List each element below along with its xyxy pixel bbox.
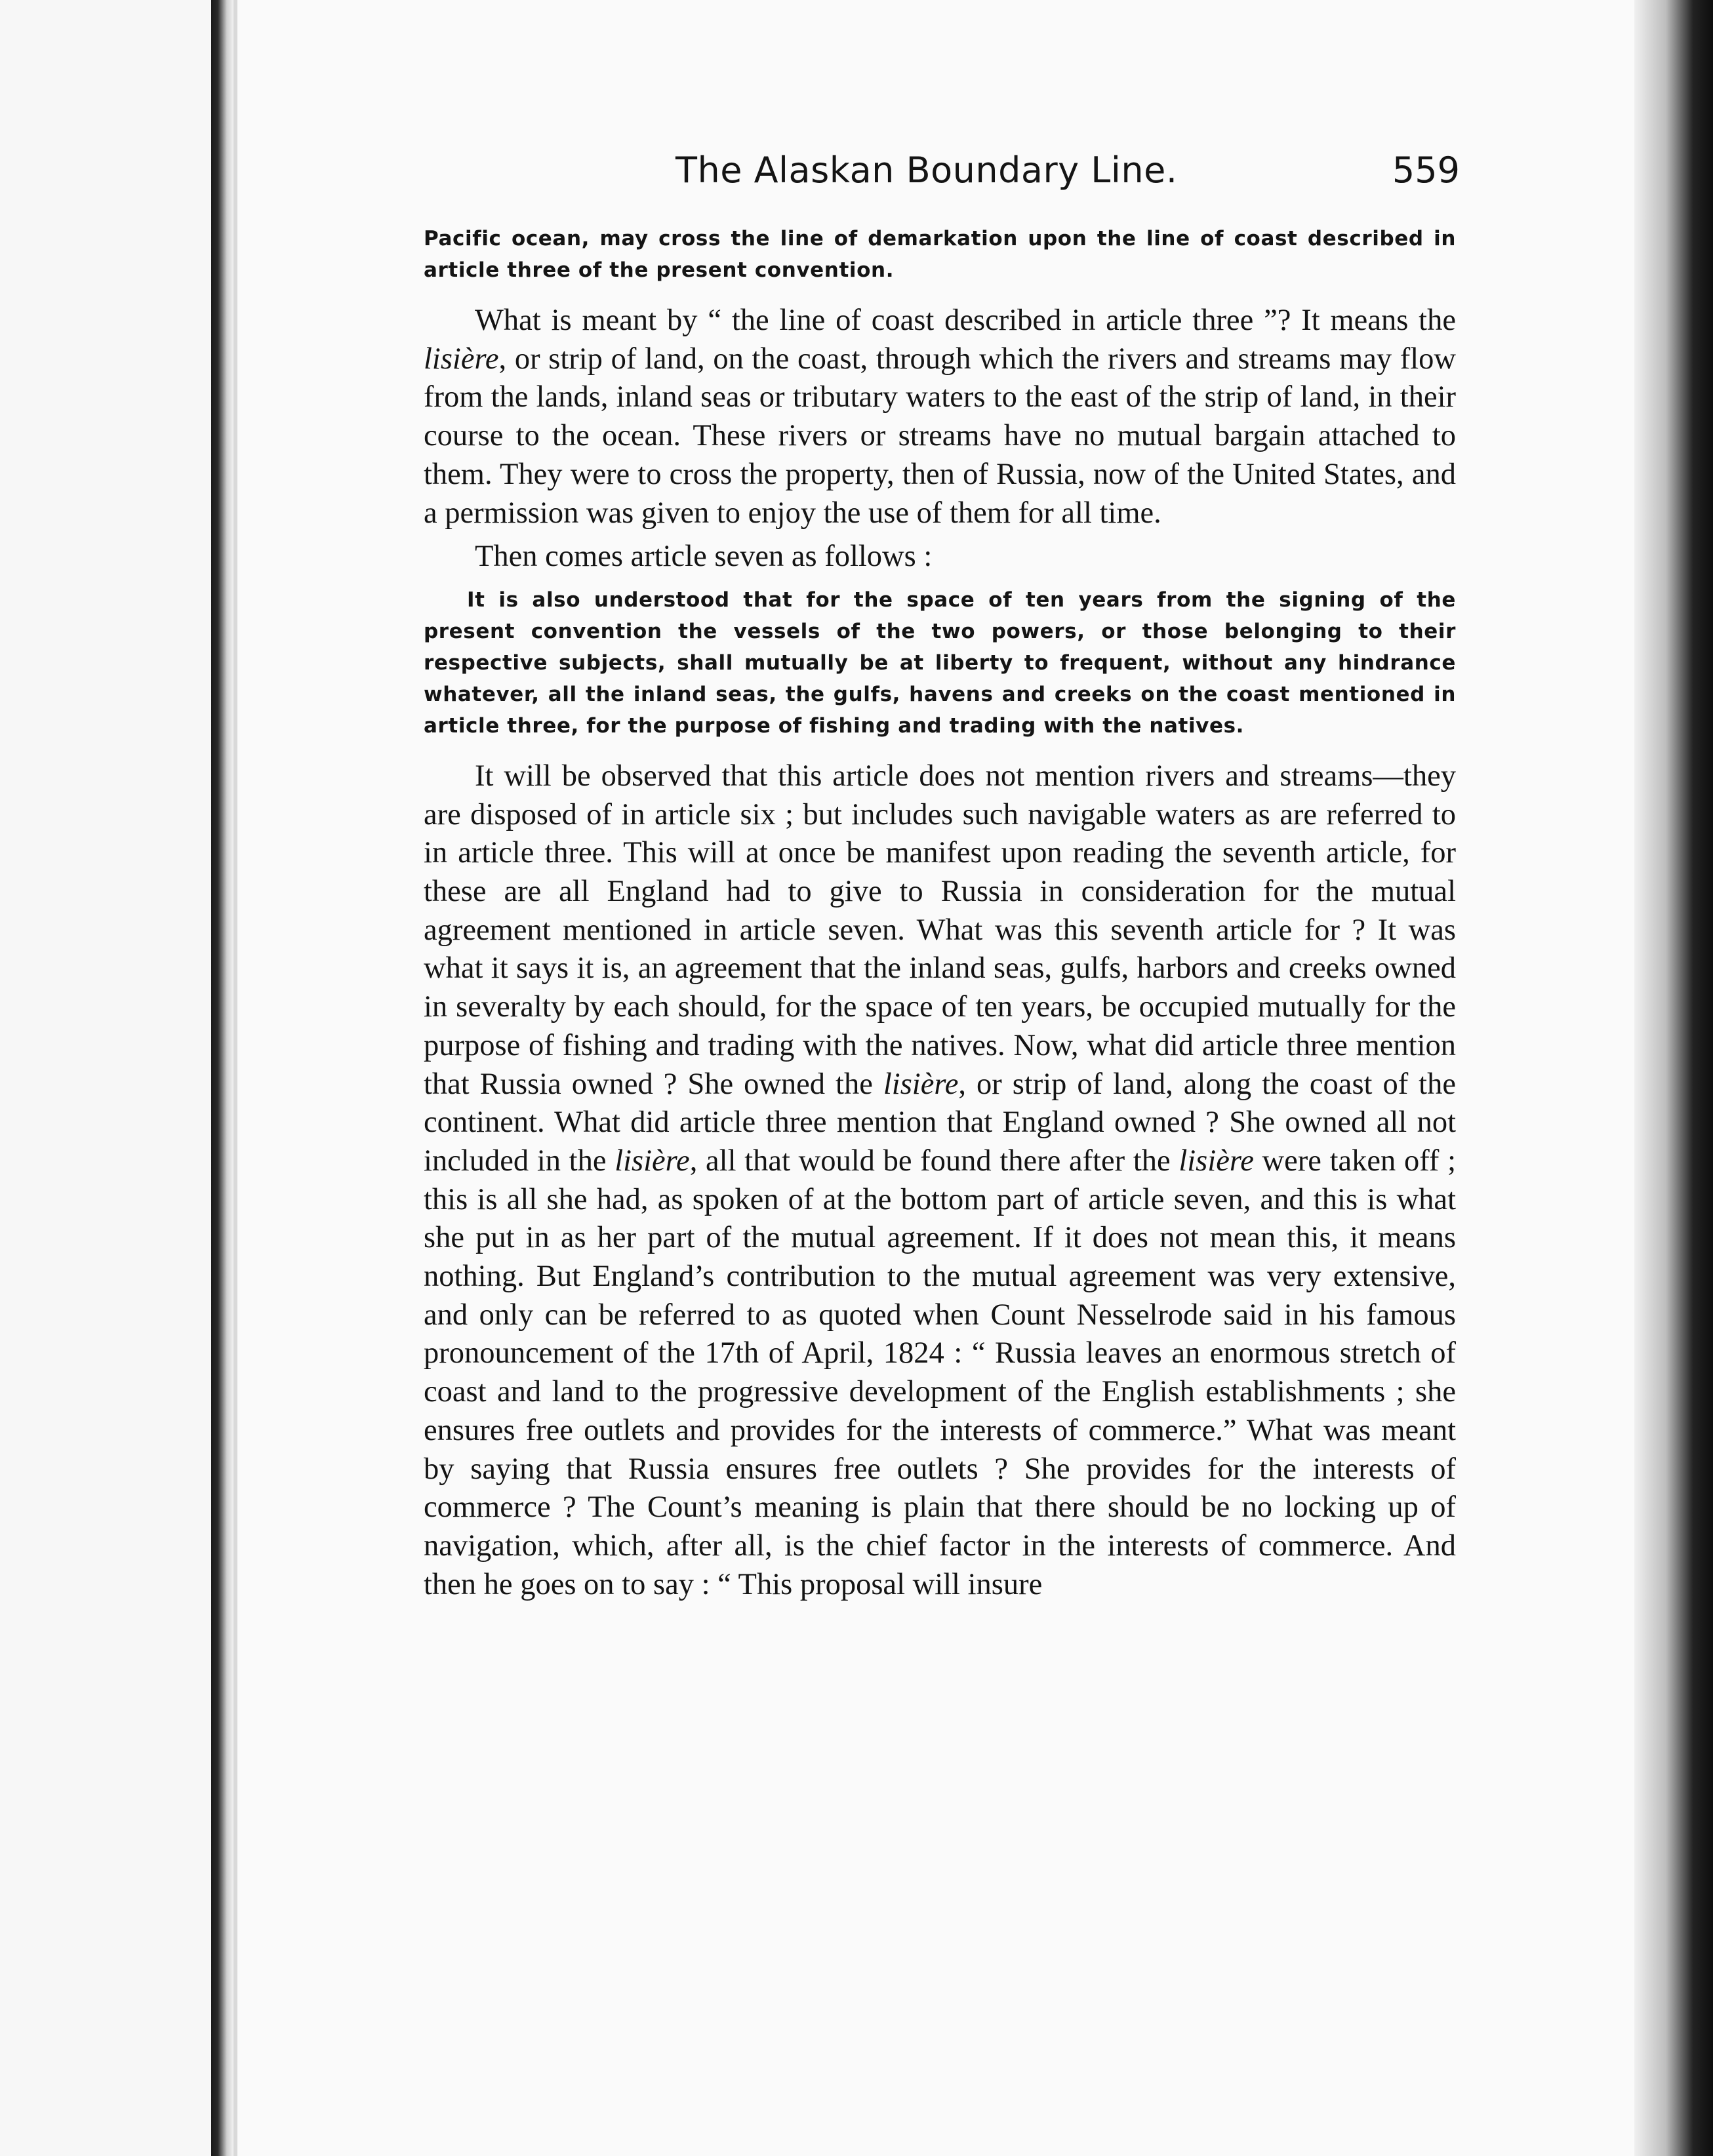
paragraph-3-text-b: , or strip of land, along the coast of the continent. What did article three mention that England owned ? She owned all not included in the xyxy=(424,1067,1456,1178)
lisiere-term: lisière xyxy=(883,1067,959,1101)
paragraph-2: Then comes article seven as follows : xyxy=(475,540,933,574)
running-title: The Alaskan Boundary Line. xyxy=(675,150,1178,191)
paragraph-1-rest: , or strip of land, on the coast, through which the rivers and streams may flow from the lands, inland seas or tributary waters to the east of the strip of land, in their course to the ocean. These rivers or streams have no mutual bargain attached to them. They were to cross the property, then of Russia, now of the United States, and a permission was given to enjoy the use of them for all time. xyxy=(424,342,1456,530)
gutter-line xyxy=(233,0,237,2156)
paragraph-3 xyxy=(424,757,1456,1604)
page-header xyxy=(675,150,1460,202)
paragraph-1-text: What is meant by “ the line of coast described in article three ”? It means the xyxy=(475,304,1456,337)
paragraph-1 xyxy=(424,302,1456,532)
quote-intro: Pacific ocean, may cross the line of demarkation upon the line of coast described in article three of the present convention. xyxy=(424,227,1456,282)
paragraph-3-text-c: , all that would be found there after the xyxy=(689,1144,1179,1178)
adjacent-page-fragment xyxy=(0,0,211,2156)
page-edge-shadow xyxy=(1634,0,1713,2156)
paragraph-3-text-d: were taken off ; this is all she had, as spoken of at the bottom part of article seven, and this is what she put in as her part of the mutual agreement. If it does not mean this, it means nothing. But England’s contribution to the mutual agreement was very extensive, and only can be referred to as quoted when Count Nesselrode said in his famous pronouncement of the 17th of April, 1824 : “ Russia leaves an enormous stretch of coast and land to the progressive development of the English establishments ; she ensures free outlets and provides for the interests of commerce.” What was meant by saying that Russia ensures free outlets ? She provides for the interests of commerce ? The Count’s meaning is plain that there should be no locking up of navigation, which, after all, is the chief factor in the interests of commerce. And then he goes on to say : “ This proposal will insure xyxy=(424,1144,1456,1601)
lisiere-term: lisière xyxy=(615,1144,690,1178)
main-text-column xyxy=(424,223,1456,1604)
paragraph-3-text-a: It will be observed that this article does not mention rivers and streams—they are disposed of in article six ; but includes such navigable waters as are referred to in article three. This will at once be manifest upon reading the seventh article, for these are all England had to give to Russia in consideration for the mutual agreement mentioned in article seven. What was this seventh article for ? It was what it says it is, an agreement that the inland seas, gulfs, harbors and creeks owned in severalty by each should, for the space of ten years, be occupied mutually for the purpose of fishing and trading with the natives. Now, what did article three mention that Russia owned ? She owned the xyxy=(424,759,1456,1101)
lisiere-term: lisière xyxy=(424,342,499,376)
page-gutter-shadow xyxy=(211,0,233,2156)
page-number: 559 xyxy=(1392,150,1460,191)
lisiere-term: lisière xyxy=(1179,1144,1254,1178)
article-seven-quote: It is also understood that for the space of ten years from the signing of the present convention the vessels of the two powers, or those belonging to their respective subjects, shall mutually be at liberty to frequent, without any hindrance whatever, all the inland seas, the gulfs, havens and creeks on the coast mentioned in article three, for the purpose of fishing and trading with the natives. xyxy=(424,588,1456,738)
